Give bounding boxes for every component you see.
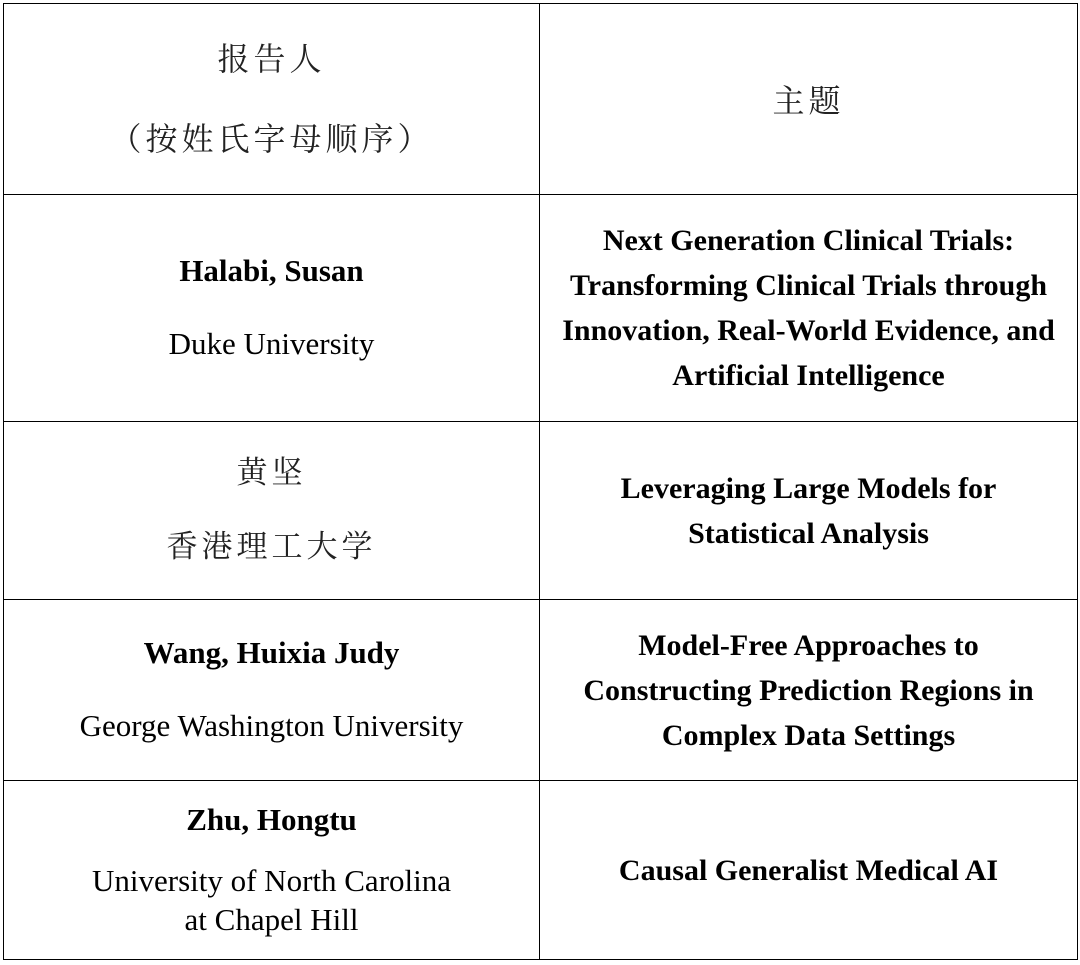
table-row: [4, 422, 1078, 600]
talk-topic: Leveraging Large Models for Statistical Analysis: [620, 471, 997, 550]
speaker-cell: [4, 422, 540, 600]
speaker-order-note: （按姓氏字母顺序）: [109, 120, 434, 158]
speaker-affiliation: [12, 862, 531, 940]
topic-cell: [540, 422, 1078, 600]
speaker-name: Wang, Huixia Judy: [143, 635, 400, 671]
speaker-affiliation: 香港理工大学: [166, 528, 377, 565]
speaker-affiliation: George Washington University: [79, 708, 464, 744]
table-header-row: [4, 4, 1078, 195]
topic-cell: [540, 781, 1078, 960]
topic-cell: [540, 195, 1078, 422]
speaker-name: Zhu, Hongtu: [186, 801, 357, 837]
talk-topic: Model-Free Approaches to Constructing Prediction Regions in Complex Data Settings: [583, 628, 1034, 752]
speaker-affiliation-line: at Chapel Hill: [184, 901, 359, 937]
speaker-name: 黄坚: [236, 455, 307, 492]
topic-cell: [540, 600, 1078, 781]
topic-label: 主题: [772, 82, 845, 120]
topic-column-header: [540, 4, 1078, 195]
table-row: [4, 195, 1078, 422]
speaker-affiliation: Duke University: [168, 326, 375, 362]
speaker-cell: [4, 600, 540, 781]
speaker-table: [3, 3, 1078, 960]
speaker-column-header: [4, 4, 540, 195]
table-row: [4, 600, 1078, 781]
talk-topic: Next Generation Clinical Trials: Transforming Clinical Trials through Innovation, Real-World Evidence, and Artificial Intelligence: [562, 224, 1055, 392]
speaker-label: 报告人: [217, 40, 326, 78]
speaker-cell: [4, 781, 540, 960]
table-row: [4, 781, 1078, 960]
speaker-name: Halabi, Susan: [179, 253, 364, 289]
speaker-affiliation-line: University of North Carolina: [91, 862, 451, 898]
talk-topic: Causal Generalist Medical AI: [618, 853, 999, 887]
speaker-cell: [4, 195, 540, 422]
